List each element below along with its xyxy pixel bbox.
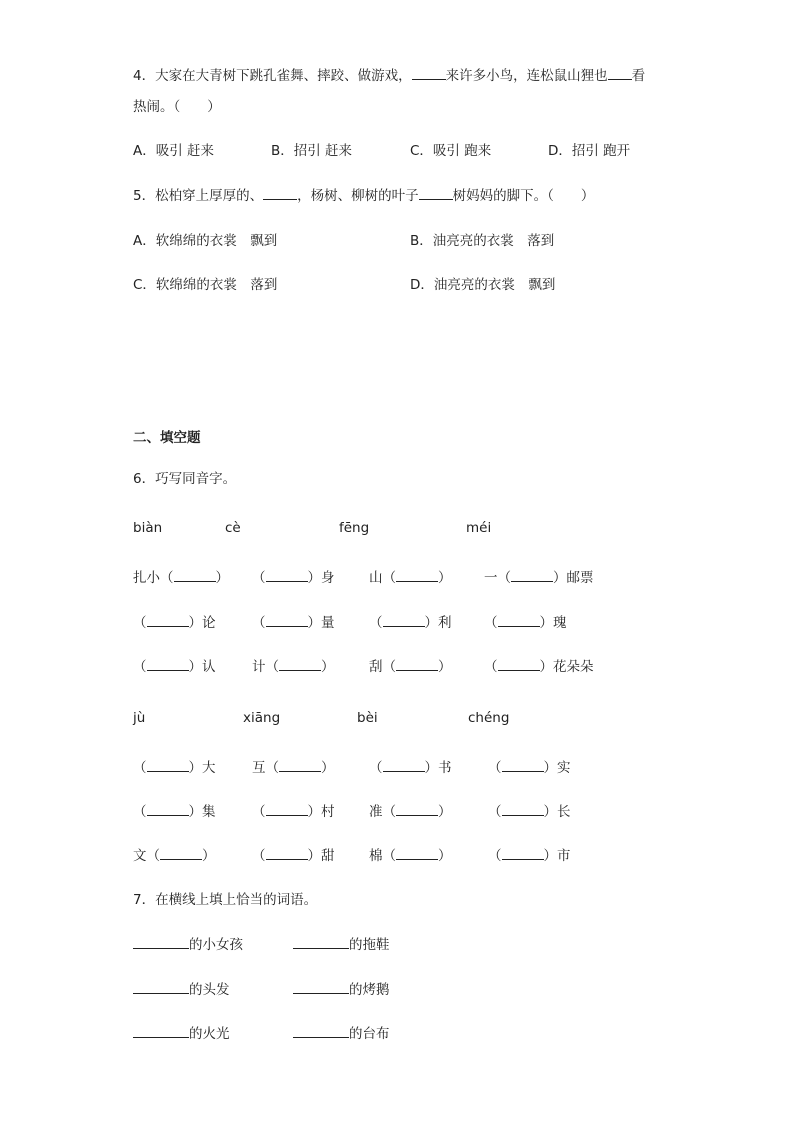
q4-text-3: 看 <box>631 68 646 84</box>
q6-g1-cell <box>252 568 335 588</box>
fill-blank[interactable] <box>147 657 189 671</box>
q6-g1-cell <box>133 613 216 633</box>
cell-prefix: （ <box>488 760 502 776</box>
cell-prefix: （ <box>369 760 383 776</box>
cell-suffix: ） <box>438 570 452 586</box>
q5-option-b[interactable]: B．油亮亮的衣裳 落到 <box>410 233 555 249</box>
cell-prefix: （ <box>252 615 266 631</box>
q4-line2: 热闹。（ ） <box>133 99 221 115</box>
cell-prefix: （ <box>484 615 498 631</box>
q6-g2-pinyin-2: xiāng <box>243 710 281 726</box>
cell-suffix: ） <box>438 659 452 675</box>
cell-prefix: （ <box>133 659 147 675</box>
q4-blank-2[interactable] <box>608 66 632 80</box>
fill-blank[interactable] <box>498 657 540 671</box>
cell-prefix: 山（ <box>369 570 396 586</box>
q5-line1 <box>133 186 594 206</box>
fill-blank[interactable] <box>383 758 425 772</box>
q6-g1-pinyin-3: fēng <box>339 520 370 536</box>
cell-suffix: ）瑰 <box>539 615 567 631</box>
cell-prefix: （ <box>133 804 147 820</box>
cell-suffix: ）论 <box>188 615 216 631</box>
q5-text-1: 5．松柏穿上厚厚的、 <box>133 188 264 204</box>
cell-suffix: ）大 <box>188 760 216 776</box>
q6-g1-cell <box>369 657 452 677</box>
q4-text-2: 来许多小鸟，连松鼠山狸也 <box>445 68 608 84</box>
q7-title: 7．在横线上填上恰当的词语。 <box>133 892 318 908</box>
cell-suffix: ）量 <box>307 615 335 631</box>
fill-blank[interactable] <box>266 568 308 582</box>
fill-blank[interactable] <box>266 613 308 627</box>
q7-item-text: 的台布 <box>349 1026 390 1042</box>
fill-blank[interactable] <box>502 802 544 816</box>
q6-g1-cell <box>369 568 452 588</box>
q7-item <box>293 935 390 955</box>
q7-item-text: 的拖鞋 <box>349 937 390 953</box>
cell-suffix: ） <box>438 804 452 820</box>
q6-g2-cell <box>488 802 571 822</box>
cell-suffix: ）实 <box>543 760 571 776</box>
fill-blank[interactable] <box>396 657 438 671</box>
q6-g1-cell <box>484 657 594 677</box>
q6-g1-pinyin-1: biàn <box>133 520 163 536</box>
q6-g2-cell <box>369 802 452 822</box>
q6-g1-pinyin-4: méi <box>466 520 492 536</box>
cell-prefix: （ <box>369 615 383 631</box>
cell-suffix: ）花朵朵 <box>539 659 594 675</box>
q6-g2-cell <box>488 846 571 866</box>
q4-option-a[interactable]: A．吸引 赶来 <box>133 143 215 159</box>
fill-blank[interactable] <box>502 758 544 772</box>
fill-blank[interactable] <box>502 846 544 860</box>
fill-blank[interactable] <box>266 802 308 816</box>
q6-g1-cell <box>484 613 567 633</box>
word-blank[interactable] <box>133 1024 189 1038</box>
cell-suffix: ）邮票 <box>553 570 594 586</box>
q6-g1-cell <box>484 568 594 588</box>
q6-g2-cell <box>133 758 216 778</box>
fill-blank[interactable] <box>498 613 540 627</box>
cell-suffix: ）甜 <box>307 848 335 864</box>
q5-option-c[interactable]: C．软绵绵的衣裳 落到 <box>133 277 278 293</box>
section-title: 二、填空题 <box>133 430 201 446</box>
q4-text-1: 4．大家在大青树下跳孔雀舞、摔跤、做游戏， <box>133 68 412 84</box>
fill-blank[interactable] <box>174 568 216 582</box>
fill-blank[interactable] <box>396 802 438 816</box>
word-blank[interactable] <box>133 935 189 949</box>
fill-blank[interactable] <box>279 657 321 671</box>
q4-line1 <box>133 66 645 86</box>
q6-g1-cell <box>252 613 335 633</box>
fill-blank[interactable] <box>147 613 189 627</box>
cell-prefix: 刮（ <box>369 659 396 675</box>
cell-prefix: 一（ <box>484 570 511 586</box>
cell-prefix: （ <box>252 804 266 820</box>
fill-blank[interactable] <box>160 846 202 860</box>
cell-suffix: ） <box>215 570 229 586</box>
cell-prefix: 文（ <box>133 848 160 864</box>
fill-blank[interactable] <box>147 758 189 772</box>
cell-suffix: ） <box>321 760 335 776</box>
q6-g2-cell <box>252 846 335 866</box>
cell-prefix: （ <box>488 848 502 864</box>
cell-prefix: 扎小（ <box>133 570 174 586</box>
q4-option-b[interactable]: B．招引 赶来 <box>271 143 353 159</box>
cell-prefix: （ <box>133 615 147 631</box>
q6-g2-pinyin-3: bèi <box>357 710 378 726</box>
cell-suffix: ）长 <box>543 804 571 820</box>
cell-prefix: 计（ <box>252 659 279 675</box>
cell-suffix: ）认 <box>188 659 216 675</box>
word-blank[interactable] <box>133 980 189 994</box>
q5-option-a[interactable]: A．软绵绵的衣裳 飘到 <box>133 233 278 249</box>
q5-text-2: ，杨树、柳树的叶子 <box>297 188 419 204</box>
cell-prefix: 棉（ <box>369 848 396 864</box>
cell-prefix: （ <box>133 760 147 776</box>
q4-blank-1[interactable] <box>412 66 446 80</box>
q6-g1-cell <box>133 657 216 677</box>
fill-blank[interactable] <box>266 846 308 860</box>
q7-item <box>293 980 390 1000</box>
cell-prefix: （ <box>488 804 502 820</box>
word-blank[interactable] <box>293 980 349 994</box>
fill-blank[interactable] <box>383 613 425 627</box>
q5-text-3: 树妈妈的脚下。（ ） <box>452 188 595 204</box>
word-blank[interactable] <box>293 1024 349 1038</box>
q7-item-text: 的头发 <box>189 982 230 998</box>
q6-g2-cell <box>369 758 452 778</box>
q6-g2-cell <box>133 802 216 822</box>
q6-g2-pinyin-1: jù <box>133 710 146 726</box>
q7-item <box>133 980 230 1000</box>
cell-suffix: ） <box>438 848 452 864</box>
cell-suffix: ）利 <box>424 615 452 631</box>
q6-g1-cell <box>252 657 335 677</box>
q6-g1-cell <box>133 568 229 588</box>
cell-suffix: ）村 <box>307 804 335 820</box>
q4-option-d[interactable]: D．招引 跑开 <box>548 143 631 159</box>
q6-g1-cell <box>369 613 452 633</box>
q5-blank-1[interactable] <box>263 186 297 200</box>
q5-option-d[interactable]: D．油亮亮的衣裳 飘到 <box>410 277 556 293</box>
word-blank[interactable] <box>293 935 349 949</box>
cell-suffix: ）集 <box>188 804 216 820</box>
fill-blank[interactable] <box>396 846 438 860</box>
q6-g1-pinyin-2: cè <box>225 520 241 536</box>
q6-g2-pinyin-4: chéng <box>468 710 510 726</box>
cell-prefix: （ <box>484 659 498 675</box>
fill-blank[interactable] <box>279 758 321 772</box>
fill-blank[interactable] <box>147 802 189 816</box>
q7-item-text: 的烤鹅 <box>349 982 390 998</box>
cell-prefix: 互（ <box>252 760 279 776</box>
q7-item-text: 的火光 <box>189 1026 230 1042</box>
q7-item-text: 的小女孩 <box>189 937 243 953</box>
cell-prefix: （ <box>252 570 266 586</box>
fill-blank[interactable] <box>511 568 553 582</box>
q6-g2-cell <box>252 802 335 822</box>
q4-option-c[interactable]: C．吸引 跑来 <box>410 143 492 159</box>
cell-suffix: ） <box>202 848 216 864</box>
cell-suffix: ）市 <box>543 848 571 864</box>
cell-prefix: （ <box>252 848 266 864</box>
q6-g2-cell <box>488 758 571 778</box>
q6-g2-cell <box>133 846 216 866</box>
cell-suffix: ）身 <box>307 570 335 586</box>
cell-suffix: ）书 <box>424 760 452 776</box>
q7-item <box>293 1024 390 1044</box>
q6-g2-cell <box>369 846 452 866</box>
q7-item <box>133 935 243 955</box>
q7-item <box>133 1024 230 1044</box>
cell-suffix: ） <box>321 659 335 675</box>
cell-prefix: 准（ <box>369 804 396 820</box>
q5-blank-2[interactable] <box>419 186 453 200</box>
q6-title: 6．巧写同音字。 <box>133 471 237 487</box>
q6-g2-cell <box>252 758 335 778</box>
fill-blank[interactable] <box>396 568 438 582</box>
